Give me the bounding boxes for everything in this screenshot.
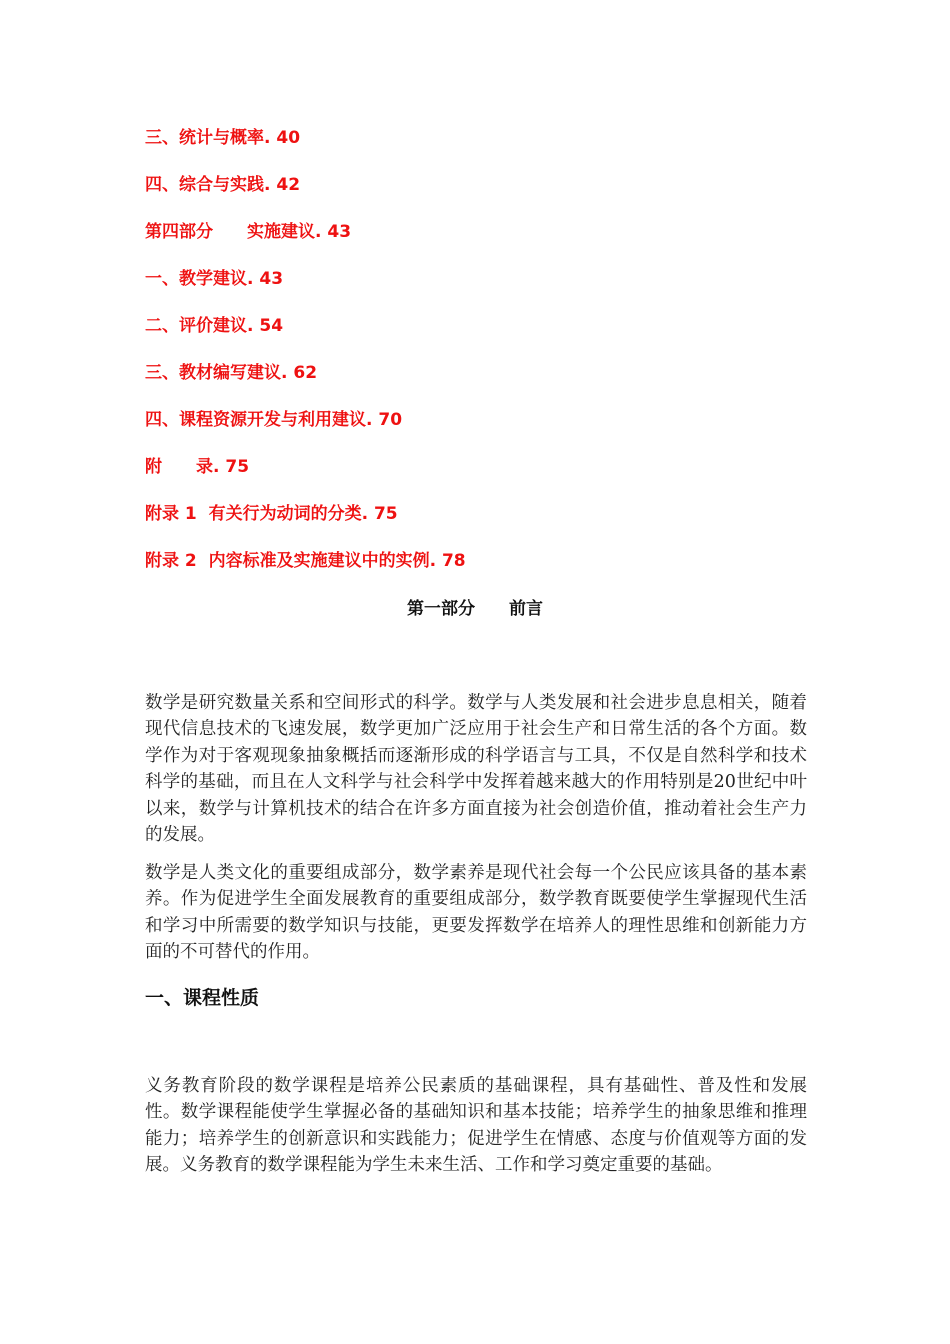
section-title: 第一部分 前言	[407, 599, 543, 619]
body-paragraph: 数学是研究数量关系和空间形式的科学。数学与人类发展和社会进步息息相关，随着现代信息技术的飞速发展，数学更加广泛应用于社会生产和日常生活的各个方面。数学作为对于客观现象抽象概括而逐渐形成的科学语言与工具，不仅是自然科学和技术科学的基础，而且在人文科学与社会科学中发挥着越来越大的作用特别是20世纪中叶以来，数学与计算机技术的结合在许多方面直接为社会创造价值，推动着社会生产力的发展。	[145, 693, 807, 846]
toc-item[interactable]: 二、评价建议. 54	[145, 316, 284, 336]
toc-item[interactable]: 附录 2 内容标准及实施建议中的实例. 78	[145, 551, 466, 571]
toc-item[interactable]: 一、教学建议. 43	[145, 269, 284, 289]
body-paragraph: 义务教育阶段的数学课程是培养公民素质的基础课程，具有基础性、普及性和发展性。数学课程能使学生掌握必备的基础知识和基本技能；培养学生的抽象思维和推理能力；培养学生的创新意识和实践能力；促进学生在情感、态度与价值观等方面的发展。义务教育的数学课程能为学生未来生活、工作和学习奠定重要的基础。	[145, 1076, 807, 1176]
toc-item[interactable]: 四、综合与实践. 42	[145, 175, 301, 195]
toc-item[interactable]: 三、教材编写建议. 62	[145, 363, 318, 383]
body-paragraph: 数学是人类文化的重要组成部分，数学素养是现代社会每一个公民应该具备的基本素养。作为促进学生全面发展教育的重要组成部分，数学教育既要使学生掌握现代生活和学习中所需要的数学知识与技能，更要发挥数学在培养人的理性思维和创新能力方面的不可替代的作用。	[145, 863, 807, 963]
toc-item[interactable]: 四、课程资源开发与利用建议. 70	[145, 410, 403, 430]
table-of-contents	[145, 125, 845, 595]
subsection-heading: 一、课程性质	[145, 987, 260, 1009]
toc-item[interactable]: 三、统计与概率. 40	[145, 128, 301, 148]
toc-item[interactable]: 附 录. 75	[145, 457, 250, 477]
toc-item[interactable]: 附录 1 有关行为动词的分类. 75	[145, 504, 398, 524]
toc-item[interactable]: 第四部分 实施建议. 43	[145, 222, 352, 242]
